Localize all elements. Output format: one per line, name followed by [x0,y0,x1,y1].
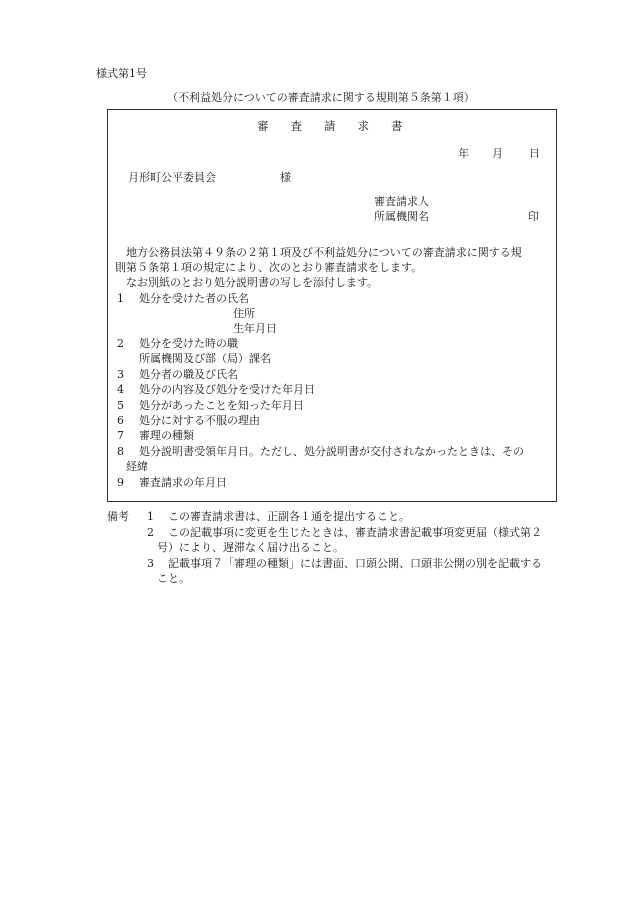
item-text: 処分に対する不服の理由 [139,414,260,427]
title-char: 求 [357,119,369,133]
intro-text: 地方公務員法第４９条の２第１項及び不利益処分についての審査請求に関する規 [115,246,522,259]
regulation-reference: （不利益処分についての審査請求に関する規則第５条第１項） [167,91,475,104]
item-number: 6 [117,414,124,427]
date-month-label: 月 [492,147,503,160]
title-char: 審 [257,119,269,133]
title-char: 書 [391,119,403,133]
item-text: 審査請求の年月日 [139,476,227,489]
note-number: 3 [147,557,154,570]
note-text: この審査請求書は、正副各１通を提出すること。 [168,510,410,523]
item-text: 処分説明書受領年月日。ただし、処分説明書が交付されなかったときは、その [139,445,524,458]
item-text: 処分を受けた者の氏名 [139,292,249,305]
item-text: 審理の種類 [139,429,194,442]
title-char: 査 [290,119,302,133]
intro-text: 則第５条第１項の規定により、次のとおり審査請求をします。 [115,261,423,274]
form-number: 様式第1号 [96,67,147,80]
item-subfield: 住所 [233,307,255,320]
item-number: 8 [117,445,124,458]
date-day-label: 日 [529,147,540,160]
note-text-continued: こと。 [157,572,190,585]
item-text: 処分を受けた時の職 [139,337,238,350]
intro-text: なお別紙のとおり処分説明書の写しを添付します。 [115,276,379,289]
item-number: 7 [117,429,124,442]
honorific: 様 [280,171,291,184]
form-title [257,119,403,134]
item-number: 9 [117,476,124,489]
item-number: 1 [117,292,124,305]
item-number: 3 [117,368,124,381]
item-text: 処分の内容及び処分を受けた年月日 [139,383,315,396]
addressee: 月形町公平委員会 [128,171,216,184]
item-subfield: 所属機関及び部（局）課名 [139,352,271,365]
affiliation-label: 所属機関名 [374,210,429,223]
item-text-continued: 経緯 [126,460,148,473]
note-text: 記載事項７「審理の種類」には書面、口頭公開、口頭非公開の別を記載する [168,557,542,570]
note-number: 2 [147,526,154,539]
seal-mark: 印 [528,210,539,223]
item-number: 2 [117,337,124,350]
item-text: 処分者の職及び氏名 [139,368,238,381]
item-text: 処分があったことを知った年月日 [139,399,304,412]
note-text: この記載事項に変更を生じたときは、審査請求書記載事項変更届（様式第２ [168,526,542,539]
title-char: 請 [324,119,336,133]
note-number: 1 [147,510,154,523]
note-text-continued: 号）により、遅滞なく届け出ること。 [157,541,344,554]
item-subfield: 生年月日 [233,322,277,335]
date-year-label: 年 [458,147,469,160]
applicant-label: 審査請求人 [374,195,429,208]
item-number: 5 [117,399,124,412]
item-number: 4 [117,383,124,396]
notes-label: 備考 [107,510,129,523]
